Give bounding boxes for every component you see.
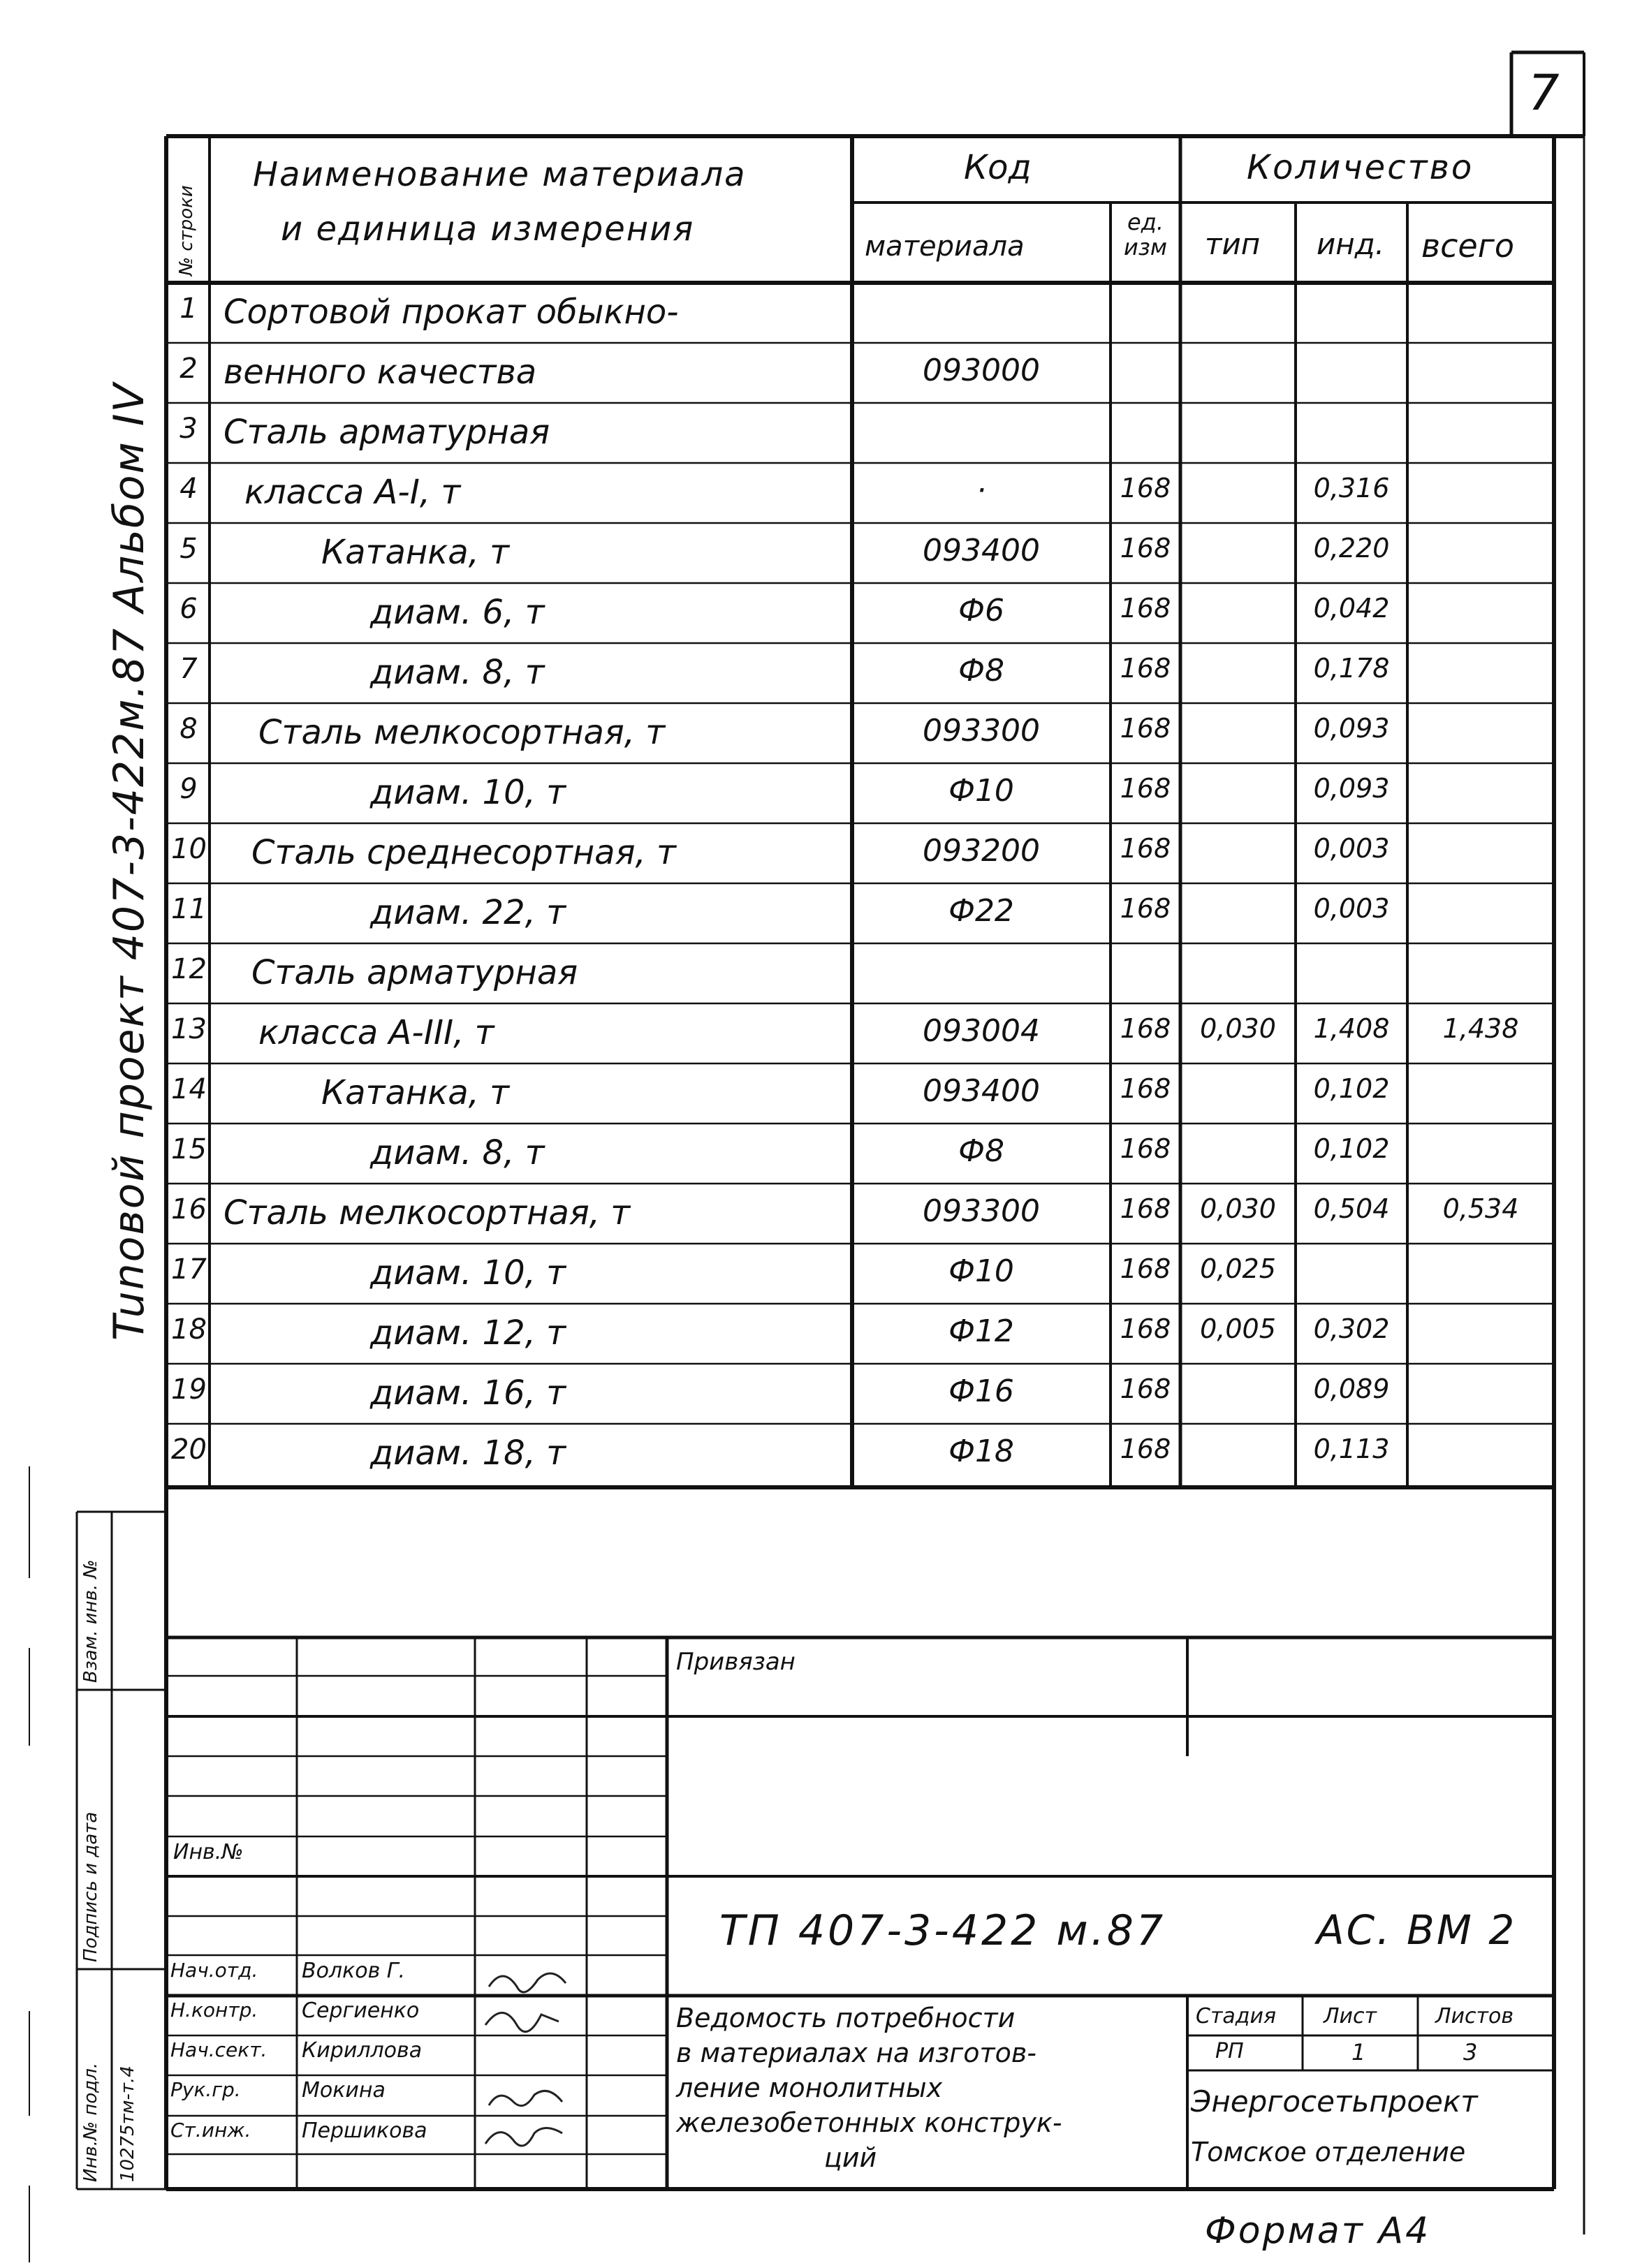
row-number: 12: [171, 953, 207, 985]
signer-role: Ст.инж.: [170, 2119, 251, 2142]
sheet-code: АС. ВМ 2: [1317, 1906, 1517, 1954]
header-code-unit: ед. изм: [1124, 209, 1167, 260]
signer-name: Волков Г.: [302, 1959, 406, 1983]
material-name: Сталь арматурная: [251, 953, 578, 992]
side-title: Tunoвой проект 407-3-422м.87 Альбом IV: [105, 382, 154, 1341]
material-name: класса А-I, т: [244, 473, 461, 512]
material-code: Ф8: [958, 1133, 1004, 1169]
qty-type: 0,025: [1200, 1253, 1276, 1284]
qty-type: 0,030: [1200, 1193, 1276, 1224]
stage-label: Стадия: [1196, 2004, 1277, 2028]
header-code-material: материала: [865, 230, 1025, 263]
row-number: 19: [171, 1374, 207, 1406]
qty-total: 0,534: [1442, 1193, 1519, 1224]
material-name: диам. 22, т: [370, 893, 566, 932]
sheets-label: Листов: [1435, 2004, 1514, 2028]
stamp-replaced-inv: Взам. инв. №: [80, 1559, 101, 1683]
row-number: 16: [171, 1193, 207, 1225]
material-name: Катанка, т: [321, 533, 510, 572]
material-name: Сталь арматурная: [223, 413, 550, 452]
unit-code: 168: [1120, 1073, 1171, 1104]
signer-name: Мокина: [302, 2078, 386, 2103]
material-name: венного качества: [223, 353, 537, 392]
row-number: 15: [171, 1133, 207, 1165]
row-number: 11: [171, 893, 207, 925]
header-code-group: Код: [964, 148, 1032, 187]
material-name: диам. 10, т: [370, 1253, 566, 1293]
row-number: 1: [179, 293, 198, 325]
row-number: 9: [179, 773, 198, 805]
material-name: Катанка, т: [321, 1073, 510, 1112]
material-code: 093400: [923, 533, 1040, 568]
document-code: ТП 407-3-422 м.87: [719, 1906, 1166, 1955]
unit-code: 168: [1120, 1253, 1171, 1284]
unit-code: 168: [1120, 653, 1171, 684]
stamp-inv-original: Инв.№ подл.: [80, 2062, 101, 2182]
unit-code: 168: [1120, 1193, 1171, 1224]
row-number: 17: [171, 1253, 207, 1286]
qty-type: 0,030: [1200, 1013, 1276, 1044]
qty-ind: 0,316: [1313, 473, 1390, 503]
qty-ind: 0,042: [1313, 593, 1390, 624]
qty-ind: 0,220: [1313, 533, 1390, 564]
unit-code: 168: [1120, 773, 1171, 804]
unit-code: 168: [1120, 533, 1171, 564]
qty-ind: 0,113: [1313, 1434, 1390, 1464]
material-name: диам. 8, т: [370, 1133, 545, 1172]
unit-code: 168: [1120, 1434, 1171, 1464]
title-line: ление монолитных: [676, 2072, 943, 2103]
material-code: Ф12: [948, 1313, 1014, 1349]
material-code: Ф16: [948, 1374, 1014, 1409]
signer-role: Нач.сект.: [170, 2038, 267, 2061]
material-name: диам. 8, т: [370, 653, 545, 692]
signer-name: Першикова: [302, 2119, 427, 2143]
material-code: ·: [976, 473, 986, 508]
signer-role: Нач.отд.: [170, 1959, 258, 1982]
qty-ind: 0,089: [1313, 1374, 1390, 1404]
row-number: 6: [179, 593, 198, 625]
material-name: диам. 18, т: [370, 1434, 566, 1473]
material-code: 093400: [923, 1073, 1040, 1109]
stage-value: РП: [1215, 2039, 1244, 2063]
row-number: 18: [171, 1313, 207, 1346]
title-line: железобетонных конструк-: [676, 2107, 1062, 2138]
qty-total: 1,438: [1442, 1013, 1519, 1044]
qty-ind: 0,003: [1313, 833, 1390, 864]
material-code: Ф8: [958, 653, 1004, 688]
qty-ind: 0,302: [1313, 1313, 1390, 1344]
material-name: Сортовой прокат обыкно-: [223, 293, 679, 332]
unit-code: 168: [1120, 1374, 1171, 1404]
header-qty-total: всего: [1421, 227, 1515, 265]
sheets-value: 3: [1463, 2039, 1478, 2066]
signer-name: Сергиенко: [302, 1998, 420, 2023]
material-name: класса А-III, т: [258, 1013, 494, 1052]
row-number: 7: [179, 653, 198, 685]
material-name: Сталь среднесортная, т: [251, 833, 676, 872]
qty-ind: 0,093: [1313, 773, 1390, 804]
header-qty-group: Количество: [1247, 148, 1474, 187]
signer-role: Рук.гр.: [170, 2078, 241, 2101]
unit-code: 168: [1120, 593, 1171, 624]
row-number: 13: [171, 1013, 207, 1045]
row-number: 4: [179, 473, 198, 505]
material-code: Ф22: [948, 893, 1014, 929]
signatures: [475, 1959, 587, 2189]
header-qty-ind: инд.: [1317, 227, 1385, 261]
material-name: Сталь мелкосортная, т: [223, 1193, 631, 1232]
privyazan-label: Привязан: [676, 1648, 796, 1676]
material-code: 093300: [923, 1193, 1040, 1229]
material-code: Ф10: [948, 1253, 1014, 1289]
unit-code: 168: [1120, 1013, 1171, 1044]
unit-code: 168: [1120, 713, 1171, 744]
header-name-line2: и единица измерения: [281, 209, 695, 249]
qty-type: 0,005: [1200, 1313, 1276, 1344]
unit-code: 168: [1120, 473, 1171, 503]
unit-code: 168: [1120, 1313, 1171, 1344]
qty-ind: 0,102: [1313, 1133, 1390, 1164]
material-code: 093200: [923, 833, 1040, 869]
material-name: диам. 10, т: [370, 773, 566, 812]
unit-code: 168: [1120, 893, 1171, 924]
stamp-signature-date: Подпись и дата: [80, 1811, 101, 1962]
row-number: 14: [171, 1073, 207, 1105]
material-code: Ф6: [958, 593, 1004, 628]
row-number: 5: [179, 533, 198, 565]
header-row-number: № строки: [176, 185, 197, 276]
qty-ind: 0,178: [1313, 653, 1390, 684]
material-code: Ф10: [948, 773, 1014, 809]
header-qty-type: тип: [1205, 227, 1261, 261]
unit-code: 168: [1120, 1133, 1171, 1164]
format-label: Формат А4: [1205, 2210, 1431, 2252]
material-name: Сталь мелкосортная, т: [258, 713, 666, 752]
material-name: диам. 6, т: [370, 593, 545, 632]
qty-ind: 0,093: [1313, 713, 1390, 744]
inv-label: Инв.№: [173, 1840, 244, 1864]
qty-ind: 1,408: [1313, 1013, 1390, 1044]
material-code: 093000: [923, 353, 1040, 388]
row-number: 10: [171, 833, 207, 865]
organization-name: Энергосетьпроект: [1191, 2084, 1478, 2119]
material-code: 093300: [923, 713, 1040, 749]
stamp-inv-number: 10275тм-т.4: [117, 2066, 138, 2182]
qty-ind: 0,102: [1313, 1073, 1390, 1104]
row-number: 8: [179, 713, 198, 745]
sheet-value: 1: [1351, 2039, 1366, 2066]
material-name: диам. 16, т: [370, 1374, 566, 1413]
title-line: в материалах на изготов-: [676, 2038, 1037, 2068]
signer-name: Кириллова: [302, 2038, 423, 2063]
sheet-label: Лист: [1324, 2004, 1377, 2028]
title-line: Ведомость потребности: [676, 2003, 1016, 2033]
qty-ind: 0,504: [1313, 1193, 1390, 1224]
row-number: 3: [179, 413, 198, 445]
page-number: 7: [1528, 64, 1560, 122]
material-code: 093004: [923, 1013, 1040, 1049]
signer-role: Н.контр.: [170, 1998, 258, 2022]
unit-code: 168: [1120, 833, 1171, 864]
title-line: ций: [824, 2142, 877, 2173]
row-number: 2: [179, 353, 198, 385]
organization-division: Томское отделение: [1191, 2137, 1466, 2167]
material-name: диам. 12, т: [370, 1313, 566, 1353]
header-name-line1: Наименование материала: [253, 155, 747, 194]
qty-ind: 0,003: [1313, 893, 1390, 924]
row-number: 20: [171, 1434, 207, 1466]
material-code: Ф18: [948, 1434, 1014, 1469]
